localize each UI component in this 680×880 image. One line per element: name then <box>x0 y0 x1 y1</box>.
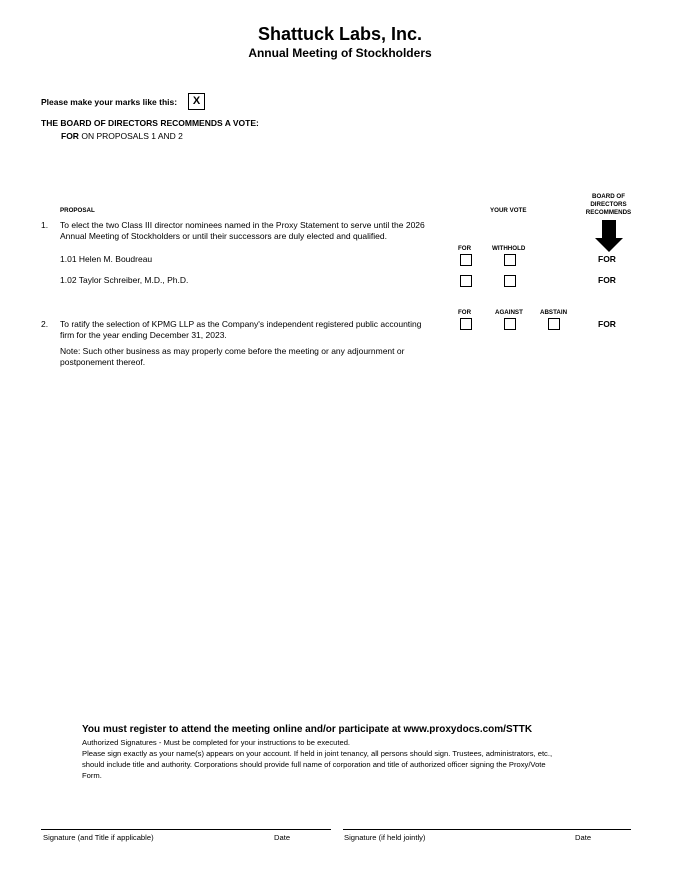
signature-label-2: Signature (if held jointly) <box>344 833 426 842</box>
nominee-2-label: 1.02 Taylor Schreiber, M.D., Ph.D. <box>60 275 189 285</box>
proposal2-against-header: AGAINST <box>495 309 523 316</box>
proposal2-number: 2. <box>41 319 49 329</box>
note-line2: postponement thereof. <box>60 357 146 367</box>
meeting-subtitle: Annual Meeting of Stockholders <box>248 46 432 60</box>
proposal2-for-checkbox[interactable] <box>460 318 472 330</box>
please-sign-line1: Please sign exactly as your name(s) appears on your account. If held in joint tenancy, all persons should sign. Trustees, administrators, etc., <box>82 749 553 758</box>
nominee-1-withhold-checkbox[interactable] <box>504 254 516 266</box>
board-header-line3: RECOMMENDS <box>585 209 632 216</box>
registration-notice: You must register to attend the meeting online and/or participate at www.proxydocs.com/STTK <box>82 724 533 735</box>
recommendation-for-word: FOR <box>61 131 79 141</box>
nominee-2-for-checkbox[interactable] <box>460 275 472 287</box>
proposal2-abstain-checkbox[interactable] <box>548 318 560 330</box>
date-label-1: Date <box>274 833 291 842</box>
marks-instruction: Please make your marks like this: <box>41 97 178 107</box>
signature-line-1[interactable] <box>41 829 331 830</box>
proposal-header: PROPOSAL <box>60 207 95 214</box>
nominee-1-recommendation: FOR <box>598 254 616 264</box>
proposal2-text-line1: To ratify the selection of KPMG LLP as the Company's independent registered public accounting <box>60 319 422 329</box>
please-sign-line3: Form. <box>82 771 102 780</box>
recommendation-proposals: ON PROPOSALS 1 AND 2 <box>81 131 183 141</box>
proposal1-for-header: FOR <box>458 245 472 252</box>
signature-instructions <box>82 737 552 781</box>
board-recommends-heading: THE BOARD OF DIRECTORS RECOMMENDS A VOTE: <box>41 118 259 128</box>
recommendation-summary <box>61 131 183 141</box>
proposal1-number: 1. <box>41 220 49 230</box>
proposal1-text-line2: Annual Meeting of Stockholders or until their successors are duly elected and qualified. <box>60 231 387 241</box>
nominee-2-withhold-checkbox[interactable] <box>504 275 516 287</box>
proposal2-text <box>60 319 422 341</box>
date-label-2: Date <box>575 833 592 842</box>
signature-line-2[interactable] <box>343 829 631 830</box>
proposal1-text-line1: To elect the two Class III director nominees named in the Proxy Statement to serve until the 2026 <box>60 220 425 230</box>
proposal1-text <box>60 220 425 242</box>
proposal2-abstain-header: ABSTAIN <box>540 309 568 316</box>
proposal2-for-header: FOR <box>458 309 472 316</box>
signature-label-1: Signature (and Title if applicable) <box>43 833 154 842</box>
board-header-line1: BOARD OF <box>592 193 625 200</box>
board-header-line2: DIRECTORS <box>590 201 627 208</box>
down-arrow-icon <box>595 220 623 252</box>
nominee-2-recommendation: FOR <box>598 275 616 285</box>
please-sign-line2: should include title and authority. Corporations should provide full name of corporation and title of authorized officer signing the Proxy/Vote <box>82 760 546 769</box>
board-recommends-header <box>580 193 637 217</box>
your-vote-header: YOUR VOTE <box>490 207 527 214</box>
authorized-signatures-text: Authorized Signatures - Must be completed for your instructions to be executed. <box>82 738 351 747</box>
note-line1: Note: Such other business as may properly come before the meeting or any adjournment or <box>60 346 405 356</box>
company-title: Shattuck Labs, Inc. <box>257 24 423 44</box>
proposal1-withhold-header: WITHHOLD <box>492 245 526 252</box>
proposal2-recommendation: FOR <box>598 319 616 329</box>
mark-example-box: X <box>188 93 205 110</box>
note <box>60 346 404 368</box>
nominee-1-label: 1.01 Helen M. Boudreau <box>60 254 153 264</box>
nominee-1-for-checkbox[interactable] <box>460 254 472 266</box>
proposal2-against-checkbox[interactable] <box>504 318 516 330</box>
proposal2-text-line2: firm for the year ending December 31, 2023. <box>60 330 227 340</box>
